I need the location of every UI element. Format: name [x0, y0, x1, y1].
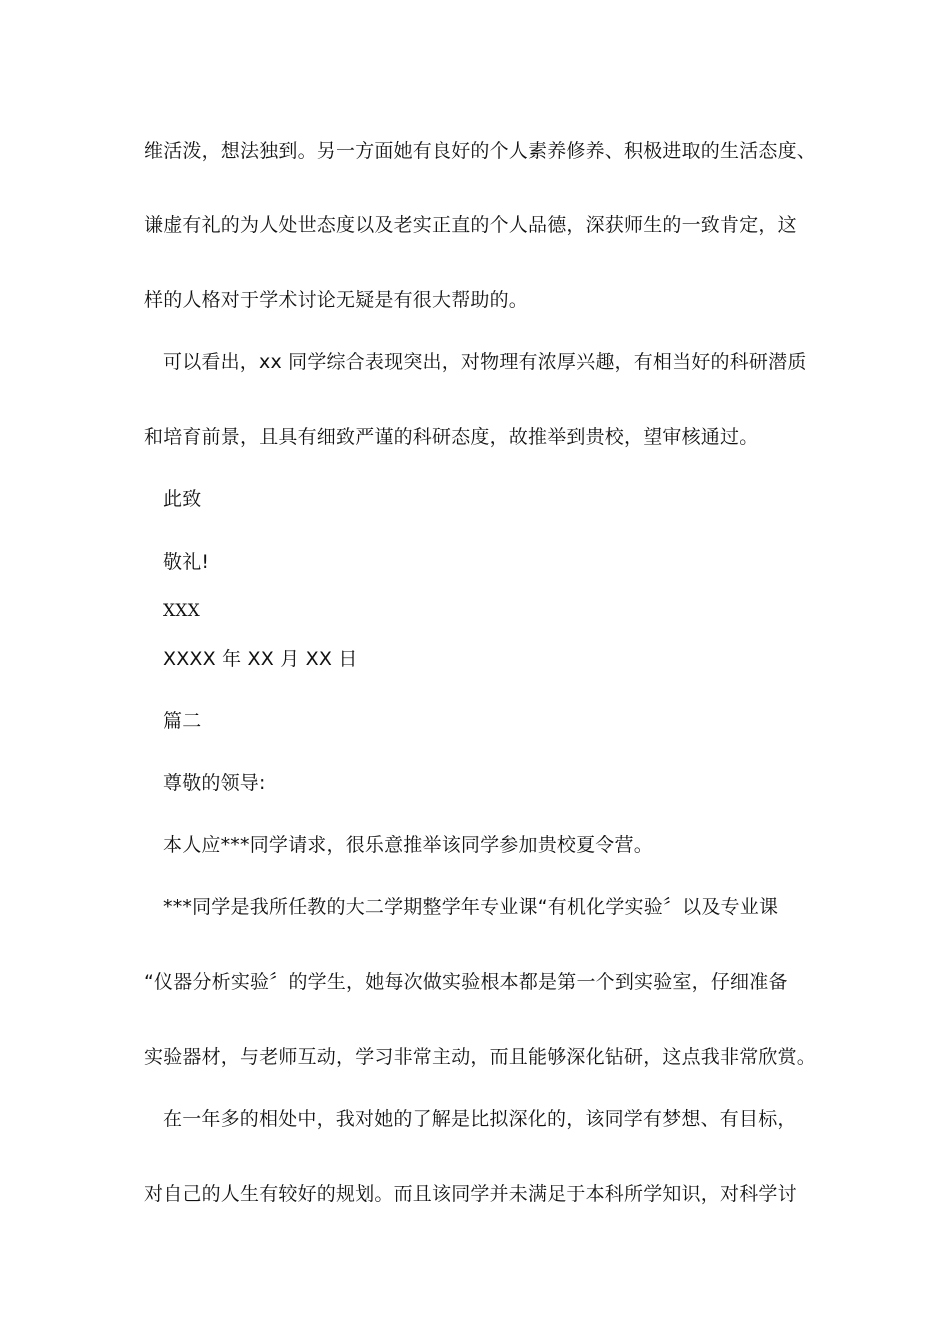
letter-greeting: 尊敬的领导:: [163, 772, 266, 794]
paragraph-line: 本人应***同学请求，很乐意推举该同学参加贵校夏令营。: [163, 834, 653, 856]
section-heading: 篇二: [163, 710, 202, 732]
text-line: 维活泼，想法独到。另一方面她有良好的个人素养修养、积极进取的生活态度、: [144, 140, 817, 162]
text-line: “仪器分析实验〞的学生，她每次做实验根本都是第一个到实验室，仔细准备: [144, 971, 788, 993]
text-line: 和培育前景，且具有细致严谨的科研态度，故推举到贵校，望审核通过。: [144, 426, 759, 448]
paragraph-line: 在一年多的相处中，我对她的了解是比拟深化的，该同学有梦想、有目标，: [163, 1108, 797, 1130]
text-line: 对自己的人生有较好的规划。而且该同学并未满足于本科所学知识，对科学讨: [144, 1183, 797, 1205]
closing-salutation: 此致: [163, 488, 202, 510]
paragraph-line: 可以看出，xx 同学综合表现突出，对物理有浓厚兴趣，有相当好的科研潜质: [163, 351, 807, 373]
text-line: 样的人格对于学术讨论无疑是有很大帮助的。: [144, 289, 529, 311]
text-line: 谦虚有礼的为人处世态度以及老实正直的个人品德，深获师生的一致肯定，这: [144, 214, 797, 236]
closing-regards: 敬礼!: [163, 551, 210, 573]
signature-name: XXX: [163, 601, 200, 621]
signature-date: XXXX 年 XX 月 XX 日: [163, 648, 358, 670]
text-line: 实验器材，与老师互动，学习非常主动，而且能够深化钻研，这点我非常欣赏。: [144, 1046, 817, 1068]
paragraph-line: ***同学是我所任教的大二学期整学年专业课“有机化学实验〞以及专业课: [163, 896, 779, 918]
